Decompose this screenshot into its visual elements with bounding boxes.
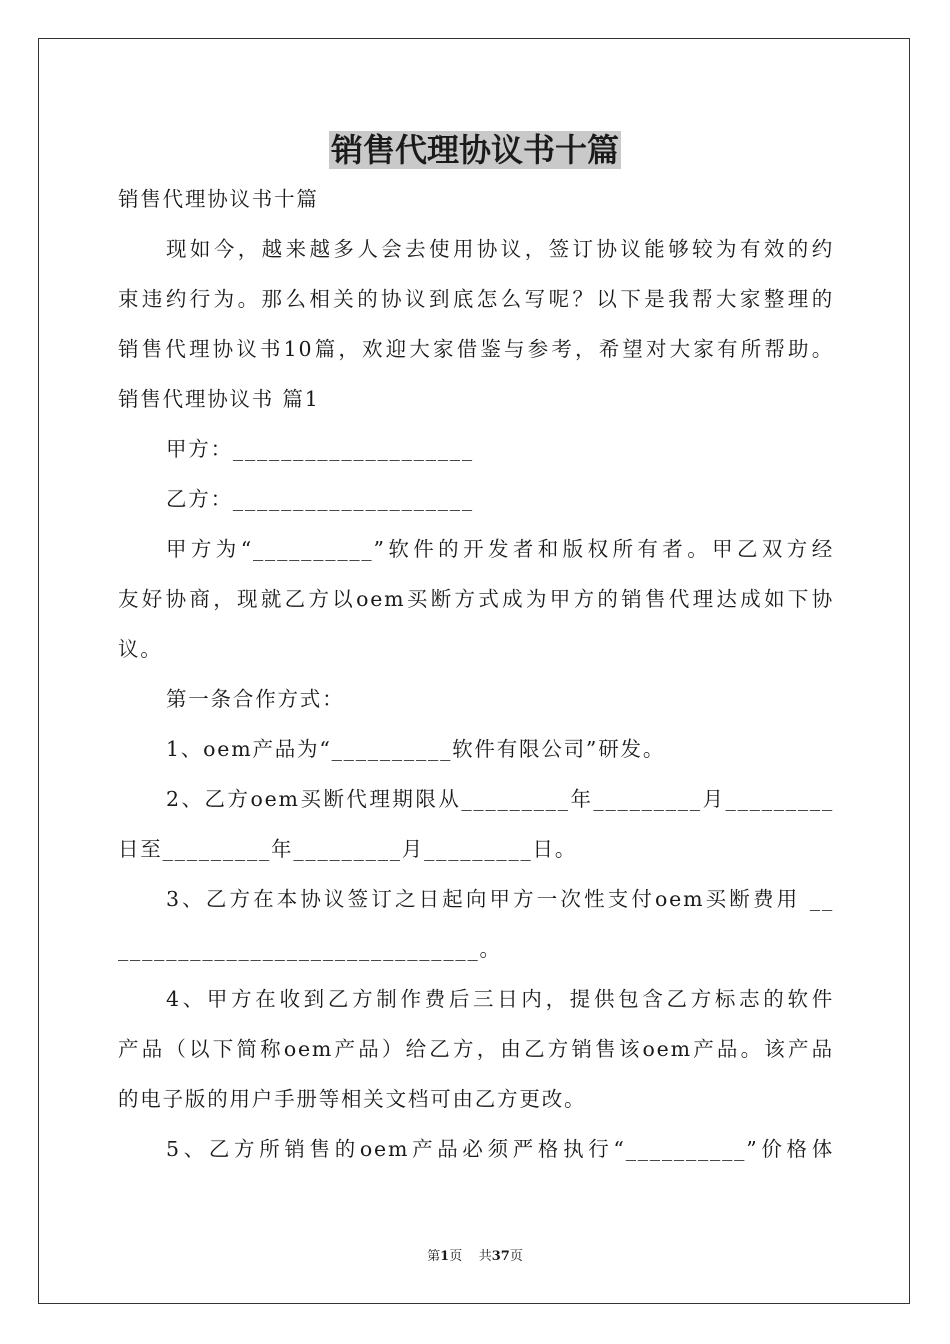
clause-line: 3、乙方在本协议签订之日起向甲方一次性支付oem买断费用 __ <box>166 887 834 911</box>
total-label-suffix: 页 <box>509 1249 523 1264</box>
page-footer <box>0 1247 950 1267</box>
clause-line: 1、oem产品为“__________软件有限公司”研发。 <box>166 737 666 761</box>
paragraph-line: 友好协商，现就乙方以oem买断方式成为甲方的销售代理达成如下协 <box>118 587 834 611</box>
page-label-suffix: 页 <box>449 1249 463 1264</box>
clause-line: 2、乙方oem买断代理期限从_________年_________月_________ <box>166 787 834 811</box>
clause-line: 日至_________年_________月_________日。 <box>118 837 578 861</box>
page-label-prefix: 第 <box>427 1249 441 1264</box>
clause-line: 产品（以下简称oem产品）给乙方，由乙方销售该oem产品。该产品 <box>118 1037 834 1061</box>
total-pages: 37 <box>491 1249 510 1264</box>
clause-line: ______________________________。 <box>118 937 502 961</box>
paragraph-line: 束违约行为。那么相关的协议到底怎么写呢？以下是我帮大家整理的 <box>118 287 834 311</box>
total-label-prefix: 共 <box>478 1249 492 1264</box>
document-title: 销售代理协议书十篇 <box>330 131 619 169</box>
section-heading: 销售代理协议书 篇1 <box>118 387 320 411</box>
party-a-line: 甲方：____________________ <box>166 437 474 461</box>
paragraph-line: 销售代理协议书10篇，欢迎大家借鉴与参考，希望对大家有所帮助。 <box>118 337 834 361</box>
clause-line: 5、乙方所销售的oem产品必须严格执行“__________”价格体 <box>166 1137 834 1161</box>
clause-line: 4、甲方在收到乙方制作费后三日内，提供包含乙方标志的软件 <box>166 987 834 1011</box>
paragraph-line: 甲方为“__________”软件的开发者和版权所有者。甲乙双方经 <box>166 537 834 561</box>
paragraph-line: 现如今，越来越多人会去使用协议，签订协议能够较为有效的约 <box>166 237 834 261</box>
paragraph-line: 议。 <box>118 637 163 661</box>
party-b-line: 乙方：____________________ <box>166 487 474 511</box>
page-number: 1 <box>440 1249 450 1264</box>
article-heading: 第一条合作方式： <box>166 687 345 711</box>
subtitle-line: 销售代理协议书十篇 <box>118 187 319 211</box>
clause-line: 的电子版的用户手册等相关文档可由乙方更改。 <box>118 1087 587 1111</box>
page-border <box>38 38 910 1304</box>
